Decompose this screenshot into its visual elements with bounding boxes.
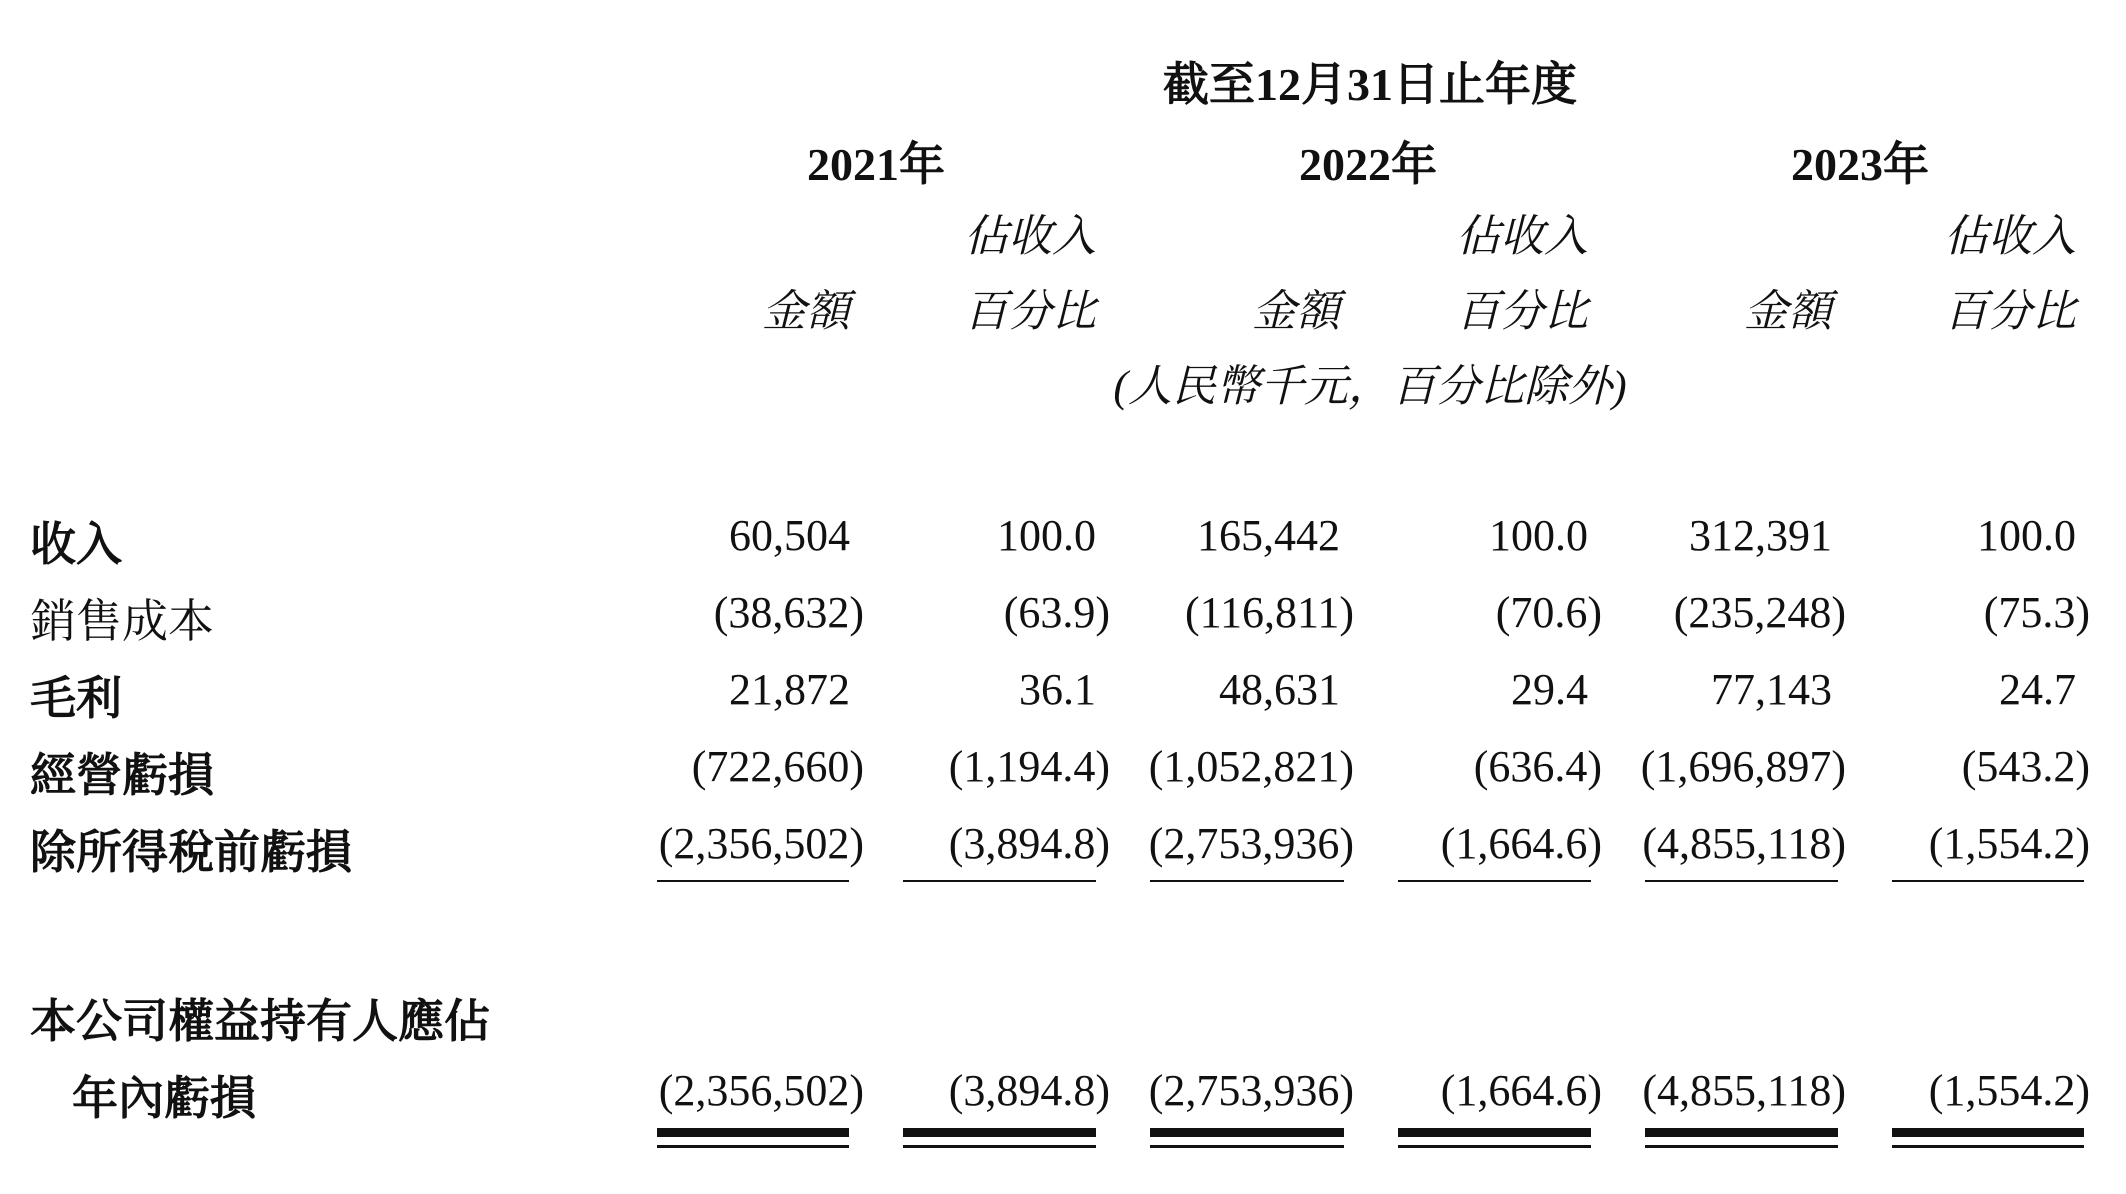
year-2022-heading: 2022年	[1299, 139, 1437, 190]
cell-attrib-2021-amount: (2,356,502)	[658, 1066, 864, 1115]
cell-oploss-2023-pct: (543.2)	[1961, 742, 2090, 791]
row-label-attributable-line1: 本公司權益持有人應佔	[30, 994, 490, 1048]
unit-note: (人民幣千元，百分比除外)	[1113, 362, 1627, 411]
cell-oploss-2022-amount: (1,052,821)	[1148, 742, 1354, 791]
rule-single-6	[1892, 880, 2084, 882]
year-2023-heading: 2023年	[1791, 139, 1929, 190]
cell-attrib-2023-amount: (4,855,118)	[1642, 1066, 1846, 1115]
cell-revenue-2022-amount: 165,442	[1197, 511, 1340, 560]
cell-gross-2022-amount: 48,631	[1219, 665, 1340, 714]
cell-revenue-2022-pct: 100.0	[1489, 511, 1588, 560]
cell-cost-2023-pct: (75.3)	[1983, 588, 2090, 637]
row-label-gross-profit: 毛利	[30, 671, 122, 725]
col-amount-2023: 金額	[1744, 287, 1832, 336]
col-amount-2021: 金額	[762, 287, 850, 336]
cell-oploss-2023-amount: (1,696,897)	[1640, 742, 1846, 791]
cell-pretax-2022-amount: (2,753,936)	[1148, 819, 1354, 868]
cell-revenue-2021-amount: 60,504	[729, 511, 850, 560]
cell-cost-2022-pct: (70.6)	[1495, 588, 1602, 637]
rule-double-thick-2	[903, 1128, 1096, 1137]
col-pct-2022-line1: 佔收入	[1456, 212, 1588, 261]
cell-attrib-2023-pct: (1,554.2)	[1928, 1066, 2090, 1115]
rule-single-2	[903, 880, 1096, 882]
col-amount-2022: 金額	[1252, 287, 1340, 336]
row-label-loss-before-tax: 除所得稅前虧損	[30, 825, 352, 879]
cell-cost-2021-amount: (38,632)	[713, 588, 864, 637]
col-pct-2021-line1: 佔收入	[964, 212, 1096, 261]
cell-revenue-2023-pct: 100.0	[1977, 511, 2076, 560]
row-label-operating-loss: 經營虧損	[30, 748, 214, 802]
cell-gross-2021-amount: 21,872	[729, 665, 850, 714]
cell-gross-2023-amount: 77,143	[1711, 665, 1832, 714]
cell-oploss-2022-pct: (636.4)	[1473, 742, 1602, 791]
cell-revenue-2023-amount: 312,391	[1689, 511, 1832, 560]
rule-double-thick-4	[1398, 1128, 1591, 1137]
cell-cost-2022-amount: (116,811)	[1184, 588, 1354, 637]
cell-pretax-2021-pct: (3,894.8)	[948, 819, 1110, 868]
rule-double-thin-1	[657, 1145, 849, 1148]
rule-single-4	[1398, 880, 1591, 882]
year-2021-heading: 2021年	[807, 139, 945, 190]
rule-single-5	[1645, 880, 1838, 882]
cell-oploss-2021-pct: (1,194.4)	[948, 742, 1110, 791]
rule-double-thin-6	[1892, 1145, 2084, 1148]
cell-pretax-2023-amount: (4,855,118)	[1642, 819, 1846, 868]
rule-double-thick-3	[1150, 1128, 1344, 1137]
col-pct-2023-line1: 佔收入	[1944, 212, 2076, 261]
rule-double-thin-2	[903, 1145, 1096, 1148]
cell-gross-2021-pct: 36.1	[1019, 665, 1096, 714]
cell-attrib-2021-pct: (3,894.8)	[948, 1066, 1110, 1115]
cell-pretax-2023-pct: (1,554.2)	[1928, 819, 2090, 868]
cell-revenue-2021-pct: 100.0	[997, 511, 1096, 560]
col-pct-2023-line2: 百分比	[1944, 287, 2076, 336]
cell-oploss-2021-amount: (722,660)	[691, 742, 864, 791]
rule-double-thin-3	[1150, 1145, 1344, 1148]
period-heading: 截至12月31日止年度	[1163, 59, 1577, 110]
rule-double-thick-5	[1645, 1128, 1838, 1137]
cell-cost-2021-pct: (63.9)	[1003, 588, 1110, 637]
rule-double-thin-4	[1398, 1145, 1591, 1148]
cell-gross-2022-pct: 29.4	[1511, 665, 1588, 714]
row-label-cost-of-sales: 銷售成本	[30, 594, 214, 648]
row-label-attributable-line2: 年內虧損	[72, 1071, 256, 1125]
rule-single-3	[1150, 880, 1344, 882]
row-label-revenue: 收入	[30, 517, 122, 571]
cell-attrib-2022-amount: (2,753,936)	[1148, 1066, 1354, 1115]
cell-attrib-2022-pct: (1,664.6)	[1440, 1066, 1602, 1115]
rule-double-thin-5	[1645, 1145, 1838, 1148]
rule-double-thick-6	[1892, 1128, 2084, 1137]
col-pct-2021-line2: 百分比	[964, 287, 1096, 336]
cell-pretax-2021-amount: (2,356,502)	[658, 819, 864, 868]
cell-pretax-2022-pct: (1,664.6)	[1440, 819, 1602, 868]
rule-double-thick-1	[657, 1128, 849, 1137]
cell-gross-2023-pct: 24.7	[1999, 665, 2076, 714]
cell-cost-2023-amount: (235,248)	[1673, 588, 1846, 637]
rule-single-1	[657, 880, 849, 882]
col-pct-2022-line2: 百分比	[1456, 287, 1588, 336]
